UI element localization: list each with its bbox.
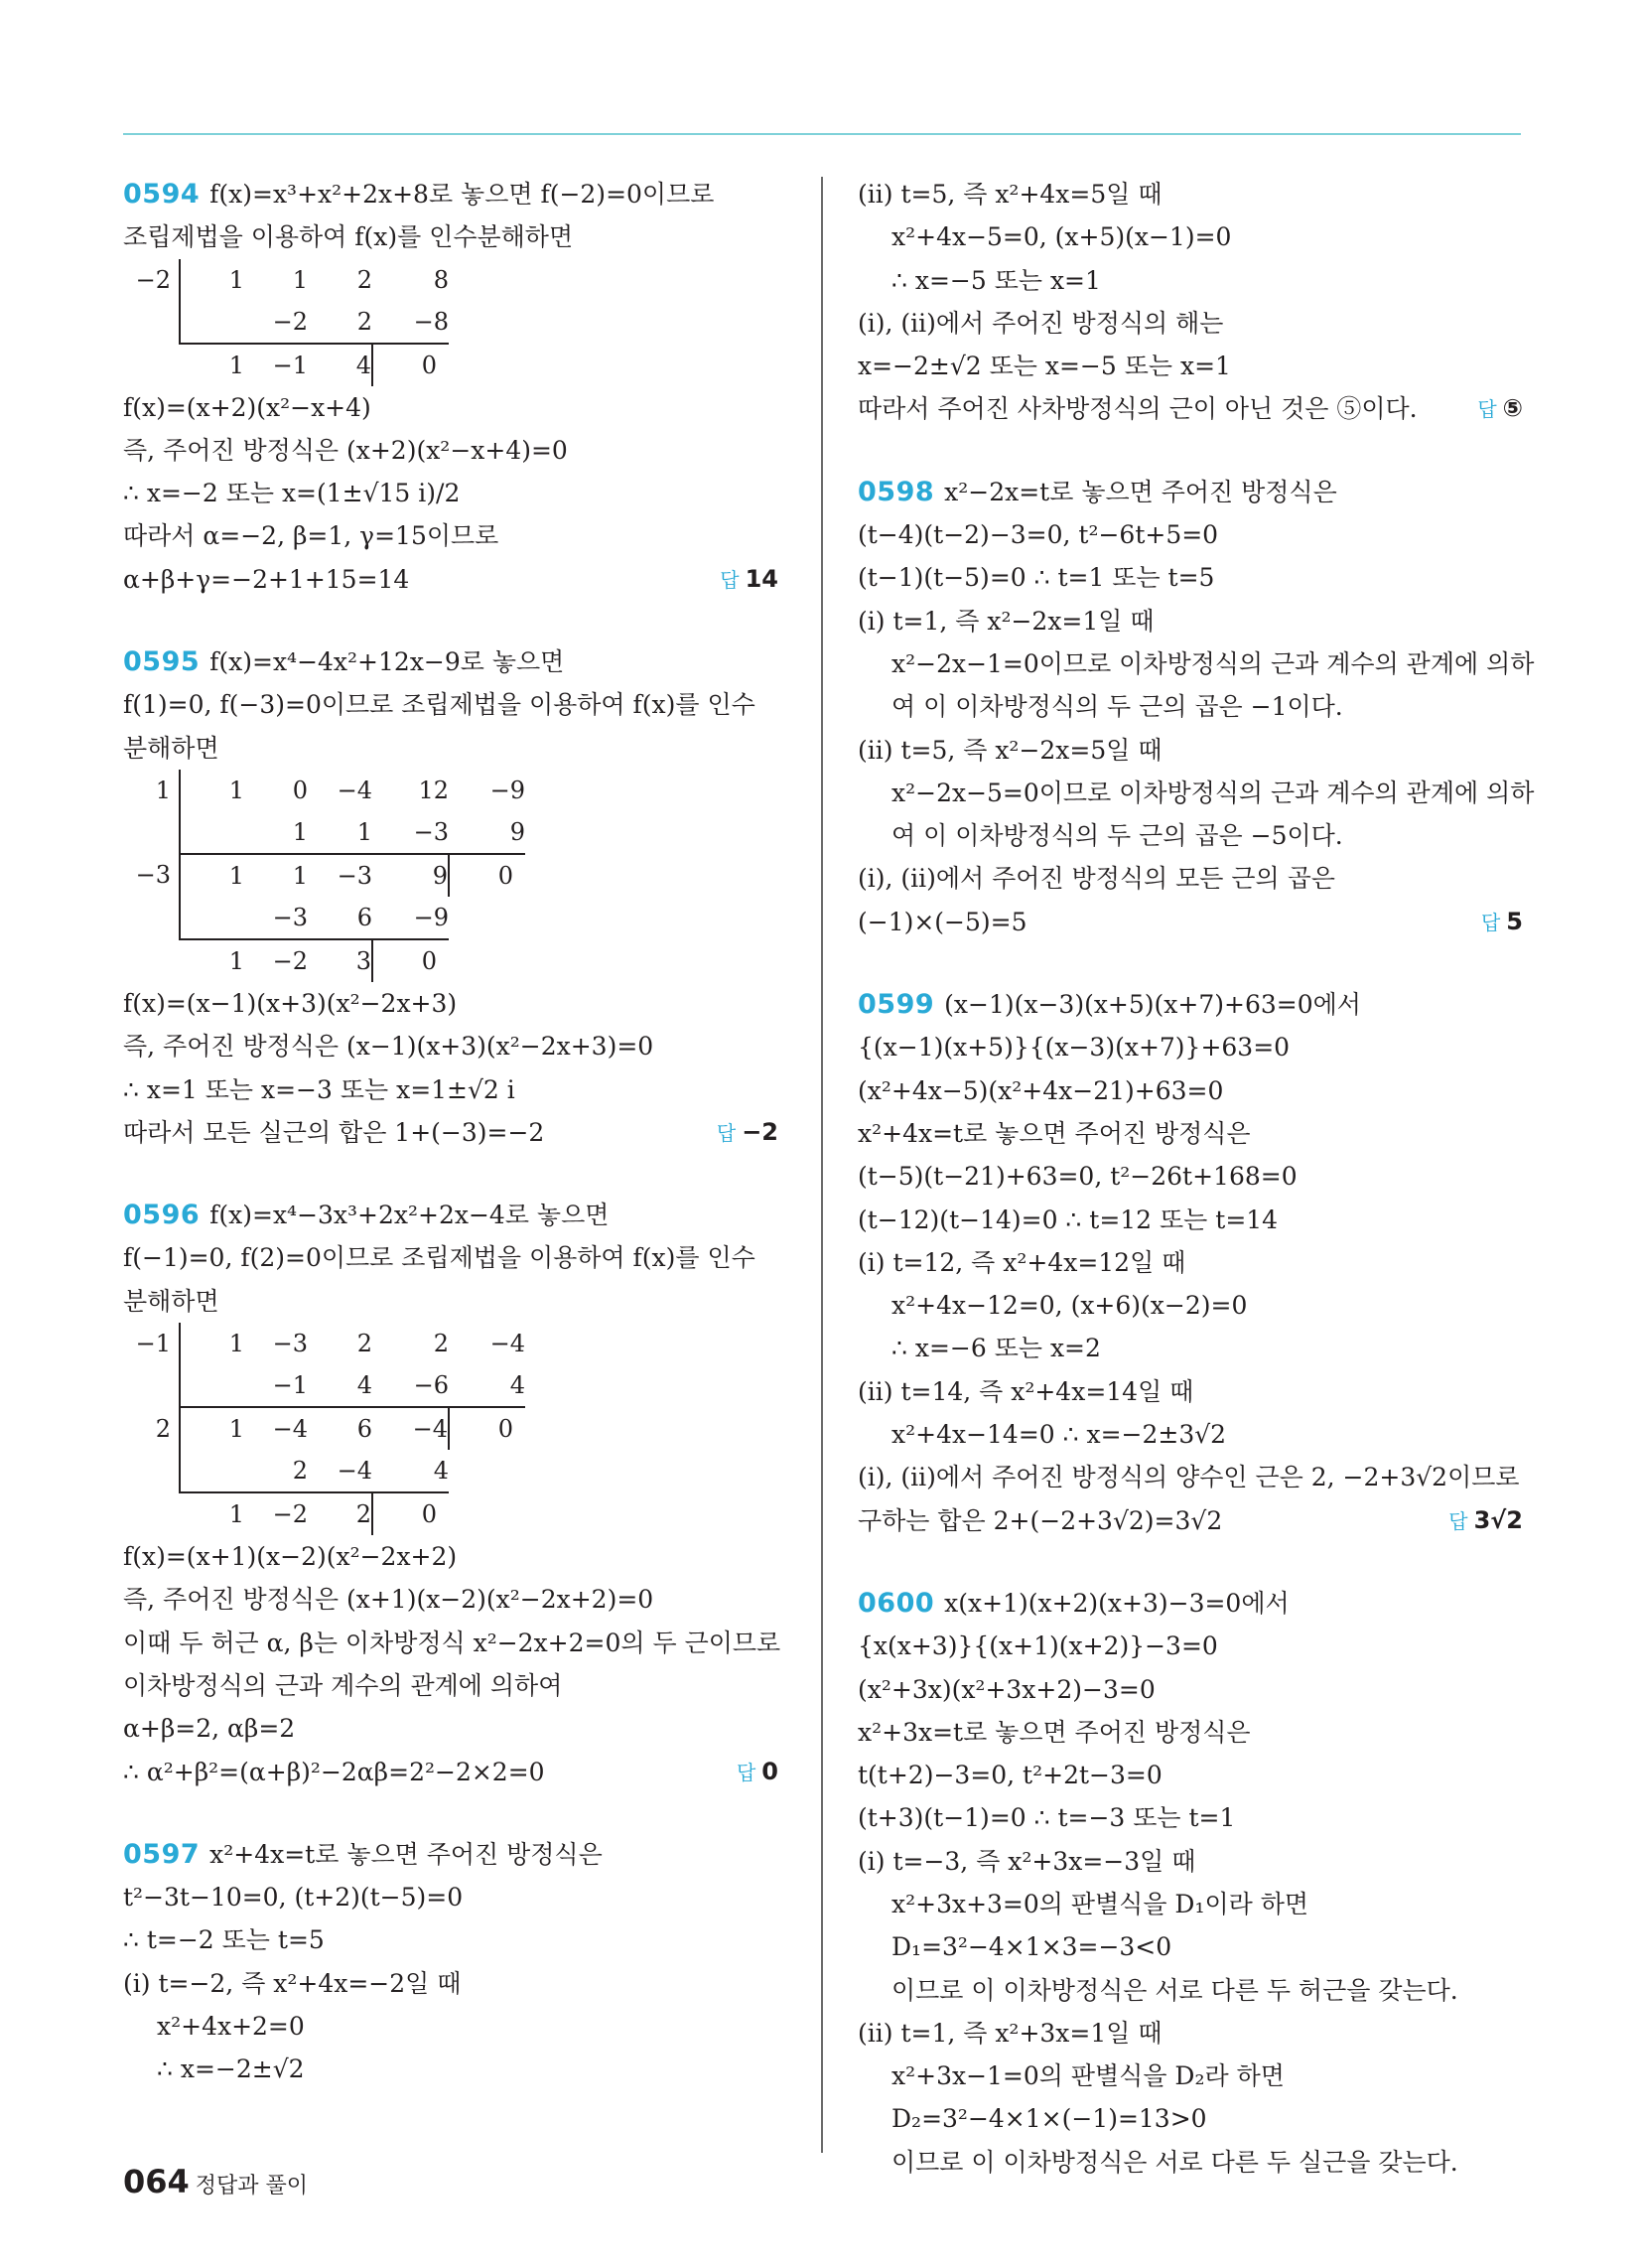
syn-cell <box>180 811 244 854</box>
text-line <box>858 387 1523 430</box>
column-divider <box>821 177 823 2153</box>
solution-text: x²+4x=t로 놓으면 주어진 방정식은 <box>209 1839 603 1869</box>
text-line: 이므로 이 이차방정식은 서로 다른 두 허근을 갖는다. <box>891 1975 1458 2005</box>
text-line: (ⅰ) t=1, 즉 x²−2x=1일 때 <box>858 606 1155 636</box>
text-line <box>858 983 1523 1026</box>
text-line <box>123 558 778 601</box>
text-line: (t−4)(t−2)−3=0, t²−6t+5=0 <box>858 520 1219 550</box>
syn-cell: 1 <box>356 817 372 846</box>
text-line <box>123 1111 778 1154</box>
answer <box>1481 901 1523 944</box>
text-line: α+β=2, αβ=2 <box>123 1714 296 1744</box>
syn-cell: 2 <box>433 1330 449 1358</box>
right-column <box>858 173 1535 2223</box>
text-line: (t−12)(t−14)=0 ∴ t=12 또는 t=14 <box>858 1205 1279 1234</box>
text-line: x=−2±√2 또는 x=−5 또는 x=1 <box>858 352 1231 381</box>
syn-cell: 9 <box>372 854 449 897</box>
text-line: (t+3)(t−1)=0 ∴ t=−3 또는 t=1 <box>858 1803 1236 1833</box>
text-line: 분해하면 <box>123 1286 219 1316</box>
answer-value: 5 <box>1506 907 1523 935</box>
text-line: (ⅱ) t=5, 즉 x²−2x=5일 때 <box>858 735 1163 765</box>
syn-cell: 2 <box>292 1457 308 1486</box>
text-line: (ⅱ) t=1, 즉 x²+3x=1일 때 <box>858 2018 1163 2048</box>
syn-cell: −6 <box>413 1371 449 1400</box>
solution-text: f(x)=x⁴−3x³+2x²+2x−4로 놓으면 <box>209 1201 610 1230</box>
text-line: x²+3x+3=0의 판별식을 D₁이라 하면 <box>891 1889 1309 1918</box>
problem-0597-continued <box>858 173 1523 431</box>
syn-cell: −2 <box>244 1492 308 1535</box>
problem-0595 <box>123 640 778 1154</box>
syn-cell <box>180 1364 244 1407</box>
syn-cell: 1 <box>180 770 244 811</box>
text-line: x²+3x−1=0의 판별식을 D₂라 하면 <box>891 2061 1285 2091</box>
syn-cell: −3 <box>308 854 372 897</box>
text-line: t²−3t−10=0, (t+2)(t−5)=0 <box>123 1883 464 1913</box>
answer-label: 답 <box>1477 397 1497 422</box>
text-line: D₁=3²−4×1×3=−3<0 <box>891 1932 1172 1962</box>
text-line <box>858 1582 1523 1625</box>
syn-cell: 1 <box>155 776 171 804</box>
text-line: (x²+3x)(x²+3x+2)−3=0 <box>858 1674 1156 1704</box>
syn-cell: 6 <box>308 1407 372 1450</box>
solution-text: (x−1)(x−3)(x+5)(x+7)+63=0에서 <box>944 990 1361 1020</box>
syn-cell: 12 <box>418 776 449 804</box>
syn-cell: 1 <box>180 344 244 386</box>
text-line: (ⅰ) t=12, 즉 x²+4x=12일 때 <box>858 1247 1186 1277</box>
text-line: (t−1)(t−5)=0 ∴ t=1 또는 t=5 <box>858 563 1215 593</box>
text-line: f(x)=(x−1)(x+3)(x²−2x+3) <box>123 988 458 1018</box>
answer-label: 답 <box>1480 910 1501 934</box>
syn-cell <box>180 1450 244 1492</box>
syn-cell: 2 <box>356 307 372 336</box>
syn-remainder: 0 <box>449 1407 525 1450</box>
syn-remainder: 0 <box>372 939 449 982</box>
synthetic-division-table <box>123 259 778 386</box>
solution-text: x(x+1)(x+2)(x+3)−3=0에서 <box>944 1588 1290 1618</box>
text-line: x²+3x=t로 놓으면 주어진 방정식은 <box>858 1717 1251 1747</box>
page-number: 064 <box>123 2163 190 2200</box>
answer-label: 답 <box>716 1120 737 1145</box>
text-line: x²+4x−14=0 ∴ x=−2±3√2 <box>891 1420 1227 1450</box>
text-line <box>123 640 778 683</box>
syn-cell: 1 <box>180 854 244 897</box>
text-line: (ⅰ), (ⅱ)에서 주어진 방정식의 해는 <box>858 308 1224 338</box>
answer-value: 3√2 <box>1473 1505 1523 1534</box>
solution-text: α+β+γ=−2+1+15=14 <box>123 564 410 594</box>
syn-cell: −3 <box>135 861 171 890</box>
syn-cell: −2 <box>135 265 171 294</box>
text-line: t(t+2)−3=0, t²+2t−3=0 <box>858 1761 1163 1790</box>
syn-cell: −9 <box>413 903 449 931</box>
answer <box>1477 387 1523 431</box>
text-line: x²−2x−5=0이므로 이차방정식의 근과 계수의 관계에 의하 <box>891 778 1535 807</box>
syn-cell: 0 <box>292 776 308 804</box>
solution-text: f(x)=x³+x²+2x+8로 놓으면 f(−2)=0이므로 <box>209 180 715 209</box>
footer-label: 정답과 풀이 <box>195 2174 309 2198</box>
syn-cell: 2 <box>308 1492 372 1535</box>
text-line: x²+4x=t로 놓으면 주어진 방정식은 <box>858 1118 1251 1148</box>
text-line: ∴ x=−6 또는 x=2 <box>891 1334 1101 1363</box>
problem-0594 <box>123 173 778 601</box>
text-line: x²−2x−1=0이므로 이차방정식의 근과 계수의 관계에 의하 <box>891 648 1535 678</box>
syn-cell: −3 <box>272 903 308 931</box>
syn-cell: −4 <box>372 1407 449 1450</box>
syn-cell: 8 <box>433 265 449 294</box>
answer-value: ⑤ <box>1502 394 1523 423</box>
solution-text: 따라서 주어진 사차방정식의 근이 아닌 것은 ⑤이다. <box>858 394 1418 424</box>
syn-cell: −3 <box>272 1330 308 1358</box>
solution-text: x²−2x=t로 놓으면 주어진 방정식은 <box>944 477 1337 506</box>
text-line: 분해하면 <box>123 733 219 763</box>
text-line: x²+4x−5=0, (x+5)(x−1)=0 <box>891 222 1232 252</box>
text-line: 이므로 이 이차방정식은 서로 다른 두 실근을 갖는다. <box>891 2147 1458 2177</box>
text-line: ∴ x=−5 또는 x=1 <box>891 265 1101 295</box>
left-column <box>123 173 781 2131</box>
text-line: ∴ x=1 또는 x=−3 또는 x=1±√2 i <box>123 1074 515 1104</box>
text-line: 즉, 주어진 방정식은 (x+2)(x²−x+4)=0 <box>123 435 568 465</box>
syn-cell: 3 <box>308 939 372 982</box>
syn-cell: −1 <box>272 1371 308 1400</box>
text-line: f(x)=(x+1)(x−2)(x²−2x+2) <box>123 1542 458 1572</box>
text-line: (ⅰ), (ⅱ)에서 주어진 방정식의 양수인 근은 2, −2+3√2이므로 <box>858 1463 1520 1492</box>
text-line: 즉, 주어진 방정식은 (x+1)(x−2)(x²−2x+2)=0 <box>123 1585 654 1615</box>
text-line: {(x−1)(x+5)}{(x−3)(x+7)}+63=0 <box>858 1033 1291 1063</box>
text-line: (ⅰ) t=−2, 즉 x²+4x=−2일 때 <box>123 1968 462 1998</box>
solution-text: (−1)×(−5)=5 <box>858 907 1027 936</box>
problem-0596 <box>123 1194 781 1793</box>
syn-cell: −1 <box>244 344 308 386</box>
answer-value: 14 <box>745 564 778 593</box>
text-line <box>858 471 1523 513</box>
problem-0599 <box>858 983 1523 1542</box>
page-footer <box>123 2163 308 2200</box>
syn-remainder: 0 <box>449 854 525 897</box>
syn-cell: 1 <box>244 854 308 897</box>
answer <box>1448 1499 1523 1543</box>
problem-number: 0600 <box>858 1587 935 1619</box>
text-line <box>123 1751 778 1793</box>
text-line: 조립제법을 이용하여 f(x)를 인수분해하면 <box>123 222 574 252</box>
text-line: ∴ x=−2±√2 <box>157 2055 305 2084</box>
text-line: f(−1)=0, f(2)=0이므로 조립제법을 이용하여 f(x)를 인수 <box>123 1243 755 1273</box>
syn-remainder: 0 <box>372 1492 449 1535</box>
syn-cell: 6 <box>356 903 372 931</box>
text-line: 여 이 이차방정식의 두 근의 곱은 −1이다. <box>891 692 1343 722</box>
syn-cell: −2 <box>244 939 308 982</box>
text-line: x²+4x+2=0 <box>157 2012 305 2042</box>
synthetic-division-table <box>123 770 778 982</box>
text-line: ∴ x=−2 또는 x=(1±√15 i)/2 <box>123 479 461 508</box>
text-line: (ⅰ), (ⅱ)에서 주어진 방정식의 모든 근의 곱은 <box>858 864 1335 894</box>
text-line: (t−5)(t−21)+63=0, t²−26t+168=0 <box>858 1162 1298 1192</box>
syn-cell: 1 <box>180 1323 244 1364</box>
syn-cell: −4 <box>337 776 372 804</box>
text-line <box>123 1194 778 1236</box>
answer-label: 답 <box>736 1760 756 1784</box>
syn-cell: 2 <box>356 265 372 294</box>
syn-cell: 2 <box>356 1330 372 1358</box>
synthetic-division-table <box>123 1323 778 1535</box>
text-line: D₂=3²−4×1×(−1)=13>0 <box>891 2104 1207 2134</box>
text-line <box>858 901 1523 943</box>
syn-cell: 1 <box>180 939 244 982</box>
syn-cell: 4 <box>433 1457 449 1486</box>
syn-cell: −4 <box>489 1330 525 1358</box>
text-line: (x²+4x−5)(x²+4x−21)+63=0 <box>858 1075 1224 1105</box>
problem-0600 <box>858 1582 1523 2184</box>
syn-remainder: 0 <box>372 344 449 386</box>
text-line: (ⅱ) t=14, 즉 x²+4x=14일 때 <box>858 1376 1194 1406</box>
syn-cell: −4 <box>244 1407 308 1450</box>
syn-cell: −9 <box>489 776 525 804</box>
text-line: 이때 두 허근 α, β는 이차방정식 x²−2x+2=0의 두 근이므로 <box>123 1628 781 1657</box>
problem-number: 0595 <box>123 646 201 678</box>
syn-cell <box>180 301 244 344</box>
syn-cell: 2 <box>155 1414 171 1443</box>
solution-text: 구하는 합은 2+(−2+3√2)=3√2 <box>858 1505 1223 1535</box>
text-line: ∴ t=−2 또는 t=5 <box>123 1925 325 1955</box>
text-line: {x(x+3)}{(x+1)(x+2)}−3=0 <box>858 1631 1218 1661</box>
answer-value: −2 <box>742 1117 778 1146</box>
text-line: (ⅰ) t=−3, 즉 x²+3x=−3일 때 <box>858 1846 1196 1876</box>
header-rule <box>123 133 1521 135</box>
problem-0597 <box>123 1833 778 2091</box>
syn-cell: 9 <box>509 817 525 846</box>
text-line: 즉, 주어진 방정식은 (x−1)(x+3)(x²−2x+3)=0 <box>123 1032 654 1062</box>
problem-number: 0597 <box>123 1838 201 1870</box>
solution-text: f(x)=x⁴−4x²+12x−9로 놓으면 <box>209 647 565 677</box>
solution-text: ∴ α²+β²=(α+β)²−2αβ=2²−2×2=0 <box>123 1757 545 1786</box>
answer-label: 답 <box>1448 1508 1468 1533</box>
problem-0598 <box>858 471 1535 943</box>
answer-label: 답 <box>720 567 740 592</box>
syn-cell: 1 <box>180 259 244 301</box>
syn-cell <box>180 897 244 939</box>
text-line: 여 이 이차방정식의 두 근의 곱은 −5이다. <box>891 821 1343 851</box>
text-line <box>858 1499 1523 1542</box>
problem-number: 0599 <box>858 989 935 1021</box>
syn-cell: 1 <box>292 817 308 846</box>
syn-cell: 1 <box>292 265 308 294</box>
syn-cell: −4 <box>337 1457 372 1486</box>
problem-number: 0596 <box>123 1200 201 1231</box>
answer <box>717 1111 778 1155</box>
text-line <box>123 173 778 215</box>
answer <box>720 558 778 602</box>
text-line <box>123 1833 778 1876</box>
syn-cell: 4 <box>356 1371 372 1400</box>
text-line: x²+4x−12=0, (x+6)(x−2)=0 <box>891 1291 1248 1321</box>
answer-value: 0 <box>761 1757 778 1785</box>
text-line: 따라서 α=−2, β=1, γ=15이므로 <box>123 521 499 551</box>
text-line: (ⅱ) t=5, 즉 x²+4x=5일 때 <box>858 180 1163 209</box>
text-line: 이차방정식의 근과 계수의 관계에 의하여 <box>123 1670 563 1700</box>
syn-cell: 1 <box>180 1407 244 1450</box>
solution-text: 따라서 모든 실근의 합은 1+(−3)=−2 <box>123 1117 545 1147</box>
text-line: f(1)=0, f(−3)=0이므로 조립제법을 이용하여 f(x)를 인수 <box>123 690 755 720</box>
syn-cell: 4 <box>308 344 372 386</box>
syn-cell: 1 <box>180 1492 244 1535</box>
syn-cell: −8 <box>413 307 449 336</box>
syn-cell: −3 <box>413 817 449 846</box>
answer <box>737 1751 778 1794</box>
problem-number: 0598 <box>858 476 935 507</box>
syn-cell: 4 <box>509 1371 525 1400</box>
text-line: f(x)=(x+2)(x²−x+4) <box>123 392 371 422</box>
syn-cell: −1 <box>135 1330 171 1358</box>
syn-cell: −2 <box>272 307 308 336</box>
problem-number: 0594 <box>123 179 201 210</box>
